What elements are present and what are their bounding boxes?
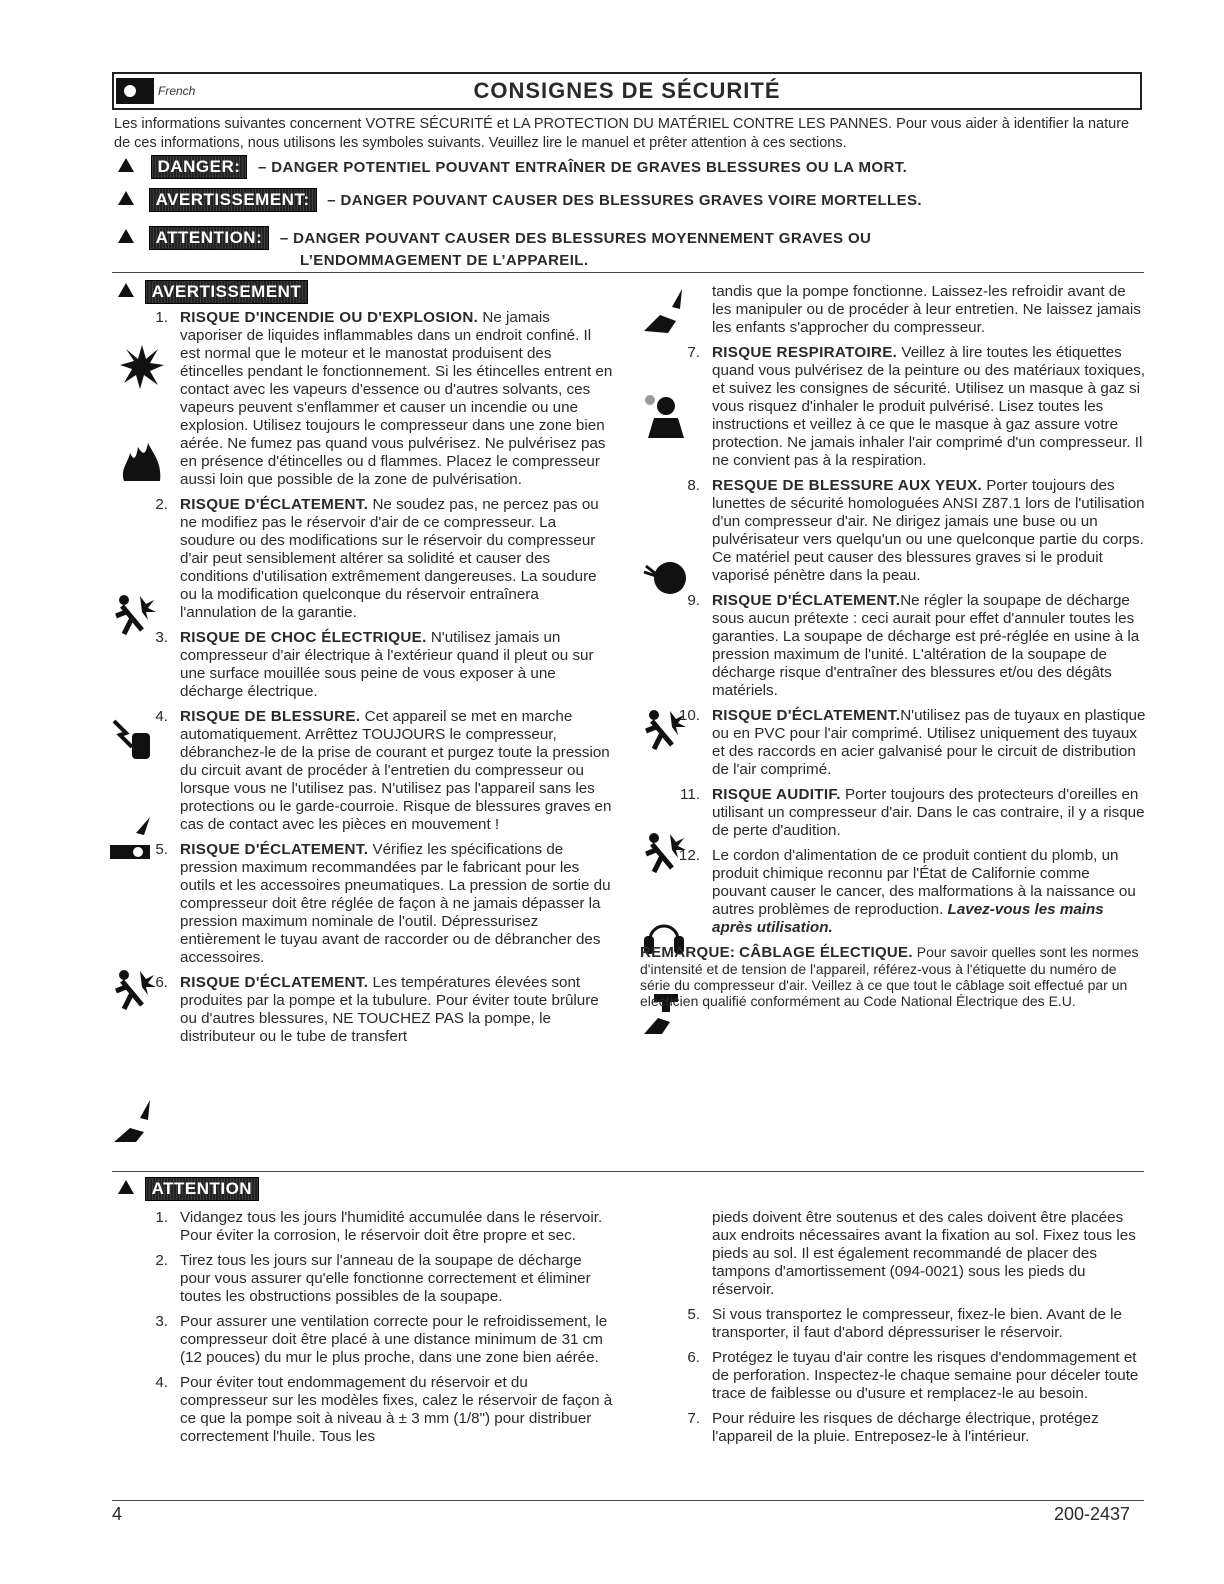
document-code: 200-2437	[1054, 1504, 1131, 1524]
caution-item-continued	[646, 1209, 1146, 1299]
note-text: Pour savoir quelles sont les normes d'intensité et de tension de l'appareil, référez-vous à l'étiquette du numéro de série du compresseur d'air. Veillez à ce que tout le câblage soit effectué par un electicien qualifié conformément au Code National Électrique des E.U.	[640, 944, 1139, 1009]
item-text: tandis que la pompe fonctionne. Laissez-les refroidir avant de les manipuler ou de procéder à leur entretien. Ne laissez jamais les enfants s'approcher du compresseur.	[712, 283, 1141, 336]
warning-item	[646, 847, 1146, 937]
caution-item	[114, 1374, 614, 1446]
caution-item	[114, 1313, 614, 1367]
item-keyword: RISQUE D'ÉCLATEMENT.	[712, 592, 901, 609]
item-number: 6.	[155, 974, 168, 991]
divider	[112, 272, 1144, 273]
item-number: 1.	[155, 1209, 168, 1226]
item-number: 12.	[678, 847, 700, 864]
item-number: 1.	[155, 309, 168, 326]
item-number: 2.	[155, 1252, 168, 1269]
danger-definition: – DANGER POTENTIEL POUVANT ENTRAÎNER DE GRAVES BLESSURES OU LA MORT.	[258, 159, 908, 176]
warning-triangle-icon	[118, 283, 134, 297]
item-text: Protégez le tuyau d'air contre les risques d'endommagement et de perforation. Inspectez-le chaque semaine pour déceler toute trace de faiblesse ou d'usure et remplacez-le au besoin.	[712, 1349, 1139, 1402]
item-text: Ne régler la soupape de décharge sous aucun prétexte : ceci aurait pour effet d'annuler toutes les garanties. La soupape de décharge est pré-réglée en usine à la pression maximum de l'unité. L'altération de la soupape de décharge risque d'entraîner des blessures et/ou des dégâts matériels.	[712, 592, 1140, 699]
item-number: 7.	[687, 344, 700, 361]
item-number: 7.	[687, 1410, 700, 1427]
note-keyword: CÂBLAGE ÉLECTIQUE.	[739, 944, 913, 961]
divider	[112, 1171, 1144, 1172]
caution-item	[114, 1252, 614, 1306]
caution-badge: ATTENTION:	[149, 226, 270, 250]
caution-item	[646, 1349, 1146, 1403]
item-keyword: RISQUE DE BLESSURE.	[180, 708, 361, 725]
warning-item	[114, 629, 614, 701]
item-number: 4.	[155, 1374, 168, 1391]
item-text: Tirez tous les jours sur l'anneau de la soupape de décharge pour vous assurer qu'elle fonctionne correctement et éliminer toutes les obstructions possibles de la soupape.	[180, 1252, 591, 1305]
page-number: 4	[112, 1504, 123, 1524]
warning-section-badge: AVERTISSEMENT	[145, 280, 309, 304]
item-keyword: RISQUE D'ÉCLATEMENT.	[180, 841, 369, 858]
item-text: Pour éviter tout endommagement du réservoir et du compresseur sur les modèles fixes, calez le réservoir de façon à ce que la pompe soit à niveau à ± 3 mm (1/8") pour distribuer correctement l'huile. Tous les	[180, 1374, 613, 1445]
item-text: Pour assurer une ventilation correcte pour le refroidissement, le compresseur doit être placé à une distance minimum de 31 cm (12 pouces) du mur le plus proche, dans une zone bien aérée.	[180, 1313, 608, 1366]
warning-item	[646, 592, 1146, 700]
caution-item	[114, 1209, 614, 1245]
item-number: 4.	[155, 708, 168, 725]
item-text: pieds doivent être soutenus et des cales doivent être placées aux endroits nécessaires avant la fixation au sol. Fixez tous les pieds au sol. Il est également recommandé de placer des tampons d'amortissement (094-0021) sous les pieds du réservoir.	[712, 1209, 1136, 1298]
warning-triangle-icon	[118, 191, 134, 205]
warning-item-continued	[646, 283, 1146, 337]
item-number: 3.	[155, 629, 168, 646]
warning-item	[646, 786, 1146, 840]
warning-item	[114, 708, 614, 834]
item-keyword: RESQUE DE BLESSURE AUX YEUX.	[712, 477, 983, 494]
warning-definition: – DANGER POUVANT CAUSER DES BLESSURES GRAVES VOIRE MORTELLES.	[327, 192, 922, 209]
warning-item	[646, 707, 1146, 779]
header-box	[112, 72, 1142, 110]
caution-left-column	[114, 1209, 614, 1453]
signal-danger	[118, 155, 907, 179]
divider	[112, 1500, 1144, 1501]
item-text: Porter toujours des protecteurs d'oreilles en utilisant un compresseur d'air. Dans le cas contraire, il y a risque de perte d'audition.	[712, 786, 1145, 839]
warning-triangle-icon	[118, 229, 134, 243]
signal-warning	[118, 188, 922, 212]
item-text: N'utilisez pas de tuyaux en plastique ou en PVC pour l'air comprimé. Utilisez uniquement des tuyaux et des raccords en acier galvanisé pour le circuit de distribution de l'air comprimé.	[712, 707, 1146, 778]
item-emphasis: Lavez-vous les mains après utilisation.	[712, 901, 1104, 936]
page-title: CONSIGNES DE SÉCURITÉ	[473, 78, 781, 103]
item-number: 2.	[155, 496, 168, 513]
item-number: 8.	[687, 477, 700, 494]
item-number: 5.	[687, 1306, 700, 1323]
warning-item	[114, 309, 614, 489]
item-text: Cet appareil se met en marche automatiquement. Arrêttez TOUJOURS le compresseur, débranchez-le de la prise de courant et purgez toute la pression du circuit avant de procéder à l'entretien du compresseur ou lorsque vous ne l'utilisez pas. N'utilisez pas l'appareil sans les protections ou le garde-courroie. Risque de blessures graves en cas de contact avec les pièces en mouvement !	[180, 708, 612, 833]
item-keyword: RISQUE AUDITIF.	[712, 786, 841, 803]
language-label: French	[158, 84, 196, 98]
warning-badge: AVERTISSEMENT:	[149, 188, 317, 212]
hot-surface-icon	[110, 1098, 158, 1146]
item-text: Vérifiez les spécifications de pression maximum recommandées par le fabricant pour les outils et les accessoires pneumatiques. La pression de sortie du compresseur doit être réglée de façon à ne jamais dépasser la pression maximum nominale de l'outil. Dépressurisez entièrement le tuyau avant de raccorder ou de débrancher des accessoires.	[180, 841, 611, 966]
item-text: Pour réduire les risques de décharge électrique, protégez l'appareil de la pluie. Entreposez-le à l'intérieur.	[712, 1410, 1099, 1445]
warning-item	[114, 496, 614, 622]
caution-section-badge: ATTENTION	[145, 1177, 260, 1201]
warning-left-column	[114, 309, 614, 1053]
note-label: REMARQUE:	[640, 944, 736, 961]
caution-definition-line2: L’ENDOMMAGEMENT DE L’APPAREIL.	[300, 252, 589, 269]
signal-caution	[118, 226, 871, 250]
item-keyword: RISQUE RESPIRATOIRE.	[712, 344, 898, 361]
caution-right-column	[646, 1209, 1146, 1453]
warning-item	[114, 974, 614, 1046]
item-keyword: RISQUE D'ÉCLATEMENT.	[712, 707, 901, 724]
item-text: Veillez à lire toutes les étiquettes quand vous pulvérisez de la peinture ou des matériaux toxiques, et suivez les consignes de sécurité. Utilisez un masque à gaz si vous risquez d'inhaler le produit pulvérisé. Lisez toutes les instructions et veillez à ce que le masque à gaz assure votre protection. Ne jamais inhaler l'air comprimé d'un compresseur. Il ne convient pas à la respiration.	[712, 344, 1146, 469]
item-number: 6.	[687, 1349, 700, 1366]
warning-item	[646, 477, 1146, 585]
warning-item	[646, 344, 1146, 470]
intro-paragraph: Les informations suivantes concernent VOTRE SÉCURITÉ et LA PROTECTION DU MATÉRIEL CONTRE LES PANNES. Pour vous aider à identifier la nature de ces informations, nous utilisons les symboles suivants. Veuillez lire le manuel et prêter attention à ces sections.	[114, 116, 1130, 151]
caution-section-heading	[118, 1177, 259, 1201]
wiring-note	[640, 944, 1146, 1009]
item-text: Le cordon d'alimentation de ce produit contient du plomb, un produit chimique reconnu par l'État de Californie comme pouvant causer le cancer, des malformations à la naissance ou autres problèmes de reproduction.	[712, 847, 1136, 918]
item-text: Les températures élevées sont produites par la pompe et la tubulure. Pour éviter toute brûlure ou d'autres blessures, NE TOUCHEZ PAS la pompe, le distributeur ou le tube de transfert	[180, 974, 599, 1045]
caution-item	[646, 1306, 1146, 1342]
item-number: 9.	[687, 592, 700, 609]
item-text: Porter toujours des lunettes de sécurité homologuées ANSI Z87.1 lors de l'utilisation d'un compresseur d'air. Ne dirigez jamais une buse ou un pulvérisateur vers quelqu'un ou une quelconque partie du corps. Ce matériel peut causer des blessures graves si le produit vaporisé pénètre dans la peau.	[712, 477, 1145, 584]
item-number: 10.	[678, 707, 700, 724]
warning-triangle-icon	[118, 1180, 134, 1194]
item-text: Ne jamais vaporiser de liquides inflammables dans un endroit confiné. Il est normal que le moteur et le manostat produisent des étincelles pendant le fonctionnement. Si les étincelles entrent en contact avec les vapeurs d'essence ou d'autres solvants, ces vapeurs peuvent s'enflammer et causer un incendie ou une explosion. Utilisez toujours le compresseur dans une zone bien aérée. Ne fumez pas quand vous pulvérisez. Ne pulvérisez pas en présence d'étincelles ou d flammes. Placez le compresseur aussi loin que possible de la zone de pulvérisation.	[180, 309, 613, 488]
danger-badge: DANGER:	[151, 155, 248, 179]
caution-item	[646, 1410, 1146, 1446]
item-keyword: RISQUE D'ÉCLATEMENT.	[180, 496, 369, 513]
item-number: 11.	[680, 786, 700, 803]
item-keyword: RISQUE D'INCENDIE OU D'EXPLOSION.	[180, 309, 479, 326]
item-text: N'utilisez jamais un compresseur d'air électrique à l'extérieur quand il pleut ou sur une surface mouillée sous peine de vous exposer à une décharge électrique.	[180, 629, 594, 700]
warning-item	[114, 841, 614, 967]
warning-section-heading	[118, 280, 308, 304]
caution-definition: – DANGER POUVANT CAUSER DES BLESSURES MOYENNEMENT GRAVES OU	[279, 230, 872, 247]
item-number: 3.	[155, 1313, 168, 1330]
warning-triangle-icon	[118, 158, 134, 172]
item-text: Si vous transportez le compresseur, fixez-le bien. Avant de le transporter, il faut d'abord dépressuriser le réservoir.	[712, 1306, 1122, 1341]
item-text: Vidangez tous les jours l'humidité accumulée dans le réservoir. Pour éviter la corrosion, le réservoir doit être propre et sec.	[180, 1209, 603, 1244]
item-keyword: RISQUE DE CHOC ÉLECTRIQUE.	[180, 629, 427, 646]
warning-right-column	[640, 283, 1146, 1009]
item-keyword: RISQUE D'ÉCLATEMENT.	[180, 974, 369, 991]
item-text: Ne soudez pas, ne percez pas ou ne modifiez pas le réservoir d'air de ce compresseur. La soudure ou des modifications sur le réservoir du compresseur d'air peut sensiblement altérer sa solidité et causer des conditions d'utilisation extrêmement dangereuses. La soudure ou la modification quelconque du réservoir entraînera l'annulation de la garantie.	[180, 496, 599, 621]
item-number: 5.	[155, 841, 168, 858]
